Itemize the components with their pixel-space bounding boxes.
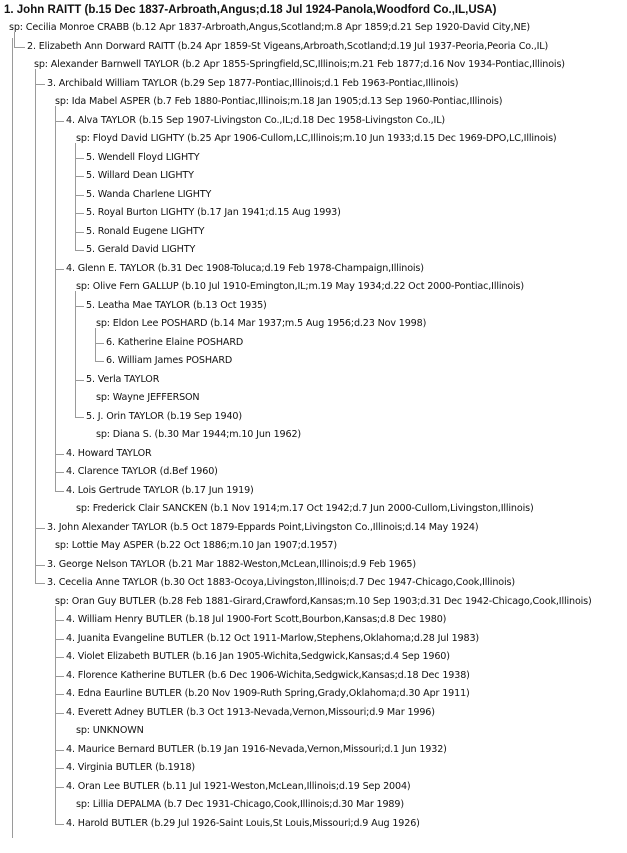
person-entry: 5. Ronald Eugene LIGHTY	[86, 225, 205, 237]
tree-connector	[55, 824, 64, 825]
tree-stem	[75, 143, 76, 250]
tree-connector	[55, 787, 64, 788]
person-entry: 6. Katherine Elaine POSHARD	[106, 336, 244, 348]
person-entry: 3. George Nelson TAYLOR (b.21 Mar 1882-Weston,McLean,Illinois;d.9 Feb 1965)	[47, 558, 416, 570]
person-entry: 3. John Alexander TAYLOR (b.5 Oct 1879-Eppards Point,Livingston Co.,Illinois;d.14 May 1924)	[47, 521, 479, 533]
person-entry: 5. Gerald David LIGHTY	[86, 244, 196, 255]
person-entry: 5. Wanda Charlene LIGHTY	[86, 188, 212, 200]
spouse-entry: sp: Diana S. (b.30 Mar 1944;m.10 Jun 1962)	[96, 429, 301, 440]
person-entry: 4. Alva TAYLOR (b.15 Sep 1907-Livingston Co.,IL;d.18 Dec 1958-Livingston Co.,IL)	[66, 114, 446, 126]
tree-connector	[75, 417, 84, 418]
tree-connector	[35, 583, 45, 584]
tree-connector	[55, 121, 64, 122]
person-entry: 4. Maurice Bernard BUTLER (b.19 Jan 1916-Nevada,Vernon,Missouri;d.1 Jun 1932)	[66, 743, 447, 755]
spouse-entry: sp: Cecilia Monroe CRABB (b.12 Apr 1837-Arbroath,Angus,Scotland;m.8 Apr 1859;d.21 Sep 1920-David City,NE)	[9, 22, 531, 33]
person-entry: 4. Virginia BUTLER (b.1918)	[66, 762, 196, 773]
tree-connector	[55, 472, 64, 473]
tree-connector	[75, 176, 84, 177]
tree-connector	[75, 380, 84, 381]
spouse-entry: sp: Oran Guy BUTLER (b.28 Feb 1881-Girard,Crawford,Kansas;m.10 Sep 1903;d.31 Dec 1942-Chicago,Cook,Illinois)	[55, 595, 592, 607]
tree-connector	[55, 676, 64, 677]
tree-stem	[55, 606, 56, 824]
tree-connector	[75, 306, 84, 307]
spouse-entry: sp: Olive Fern GALLUP (b.10 Jul 1910-Emington,IL;m.19 May 1934;d.22 Oct 2000-Pontiac,Illinois)	[76, 281, 525, 292]
spouse-entry: sp: Eldon Lee POSHARD (b.14 Mar 1937;m.5 Aug 1956;d.23 Nov 1998)	[96, 318, 427, 329]
spouse-entry: sp: UNKNOWN	[76, 725, 144, 736]
tree-connector	[75, 158, 84, 159]
tree-connector	[75, 213, 84, 214]
tree-connector	[55, 713, 64, 714]
person-entry: 5. Willard Dean LIGHTY	[86, 170, 194, 181]
person-entry: 4. Howard TAYLOR	[66, 447, 152, 459]
person-entry: 6. William James POSHARD	[106, 355, 233, 366]
spouse-entry: sp: Wayne JEFFERSON	[96, 392, 200, 403]
person-entry: 4. Lois Gertrude TAYLOR (b.17 Jun 1919)	[66, 484, 254, 496]
tree-stem	[75, 291, 76, 417]
tree-connector	[55, 620, 64, 621]
person-entry: 5. J. Orin TAYLOR (b.19 Sep 1940)	[86, 410, 242, 422]
tree-stem	[35, 69, 36, 583]
tree-connector	[55, 269, 64, 270]
tree-connector	[14, 47, 25, 48]
person-entry: 4. Violet Elizabeth BUTLER (b.16 Jan 1905-Wichita,Sedgwick,Kansas;d.4 Sep 1960)	[66, 651, 450, 662]
tree-connector	[95, 361, 104, 362]
person-entry: 4. Glenn E. TAYLOR (b.31 Dec 1908-Toluca;d.19 Feb 1978-Champaign,Illinois)	[66, 262, 424, 274]
tree-connector	[55, 491, 64, 492]
tree-connector	[55, 454, 64, 455]
spouse-entry: sp: Lillia DEPALMA (b.7 Dec 1931-Chicago,Cook,Illinois;d.30 Mar 1989)	[76, 799, 404, 810]
person-entry: 1. John RAITT (b.15 Dec 1837-Arbroath,Angus;d.18 Jul 1924-Panola,Woodford Co.,IL,USA)	[4, 3, 497, 16]
person-entry: 4. Florence Katherine BUTLER (b.6 Dec 1906-Wichita,Sedgwick,Kansas;d.18 Dec 1938)	[66, 669, 470, 681]
tree-stem	[55, 106, 56, 491]
spouse-entry: sp: Lottie May ASPER (b.22 Oct 1886;m.10 Jan 1907;d.1957)	[55, 540, 337, 551]
tree-connector	[55, 694, 64, 695]
spouse-entry: sp: Ida Mabel ASPER (b.7 Feb 1880-Pontiac,Illinois;m.18 Jan 1905;d.13 Sep 1960-Pontiac,Illinois)	[55, 96, 503, 107]
tree-connector	[35, 528, 45, 529]
person-entry: 5. Wendell Floyd LIGHTY	[86, 151, 200, 163]
tree-stem	[95, 328, 96, 361]
person-entry: 4. Oran Lee BUTLER (b.11 Jul 1921-Weston,McLean,Illinois;d.19 Sep 2004)	[66, 780, 411, 792]
person-entry: 4. Edna Eaurline BUTLER (b.20 Nov 1909-Ruth Spring,Grady,Oklahoma;d.30 Apr 1911)	[66, 688, 470, 699]
tree-connector	[75, 250, 84, 251]
tree-stem	[14, 32, 15, 47]
person-entry: 5. Verla TAYLOR	[86, 373, 160, 385]
spouse-entry: sp: Floyd David LIGHTY (b.25 Apr 1906-Cullom,LC,Illinois;m.10 Jun 1933;d.15 Dec 1969-DPO,LC,Illinois)	[76, 133, 557, 144]
tree-connector	[75, 195, 84, 196]
tree-connector	[75, 232, 84, 233]
person-entry: 2. Elizabeth Ann Dorward RAITT (b.24 Apr 1859-St Vigeans,Arbroath,Scotland;d.19 Jul 1937-Peoria,Peoria Co.,IL)	[27, 40, 549, 52]
tree-connector	[55, 657, 64, 658]
person-entry: 5. Leatha Mae TAYLOR (b.13 Oct 1935)	[86, 299, 267, 311]
tree-connector	[55, 750, 64, 751]
person-entry: 4. Clarence TAYLOR (d.Bef 1960)	[66, 466, 218, 477]
person-entry: 4. Harold BUTLER (b.29 Jul 1926-Saint Louis,St Louis,Missouri;d.9 Aug 1926)	[66, 817, 420, 829]
tree-connector	[55, 639, 64, 640]
person-entry: 3. Archibald William TAYLOR (b.29 Sep 1877-Pontiac,Illinois;d.1 Feb 1963-Pontiac,Illinois)	[47, 77, 459, 89]
tree-stem	[12, 38, 13, 838]
person-entry: 4. William Henry BUTLER (b.18 Jul 1900-Fort Scott,Bourbon,Kansas;d.8 Dec 1980)	[66, 614, 447, 625]
person-entry: 5. Royal Burton LIGHTY (b.17 Jan 1941;d.15 Aug 1993)	[86, 207, 341, 218]
person-entry: 4. Juanita Evangeline BUTLER (b.12 Oct 1911-Marlow,Stephens,Oklahoma;d.28 Jul 1983)	[66, 632, 479, 644]
tree-connector	[35, 565, 45, 566]
person-entry: 4. Everett Adney BUTLER (b.3 Oct 1913-Nevada,Vernon,Missouri;d.9 Mar 1996)	[66, 706, 435, 718]
tree-connector	[55, 768, 64, 769]
tree-connector	[35, 84, 45, 85]
spouse-entry: sp: Alexander Barnwell TAYLOR (b.2 Apr 1855-Springfield,SC,Illinois;m.21 Feb 1877;d.16 Nov 1934-Pontiac,Illinois)	[34, 59, 565, 70]
tree-connector	[95, 343, 104, 344]
person-entry: 3. Cecelia Anne TAYLOR (b.30 Oct 1883-Ocoya,Livingston,Illinois;d.7 Dec 1947-Chicago,Cook,Illinois)	[47, 577, 515, 588]
spouse-entry: sp: Frederick Clair SANCKEN (b.1 Nov 1914;m.17 Oct 1942;d.7 Jun 2000-Cullom,Livingston,Illinois)	[76, 503, 534, 514]
